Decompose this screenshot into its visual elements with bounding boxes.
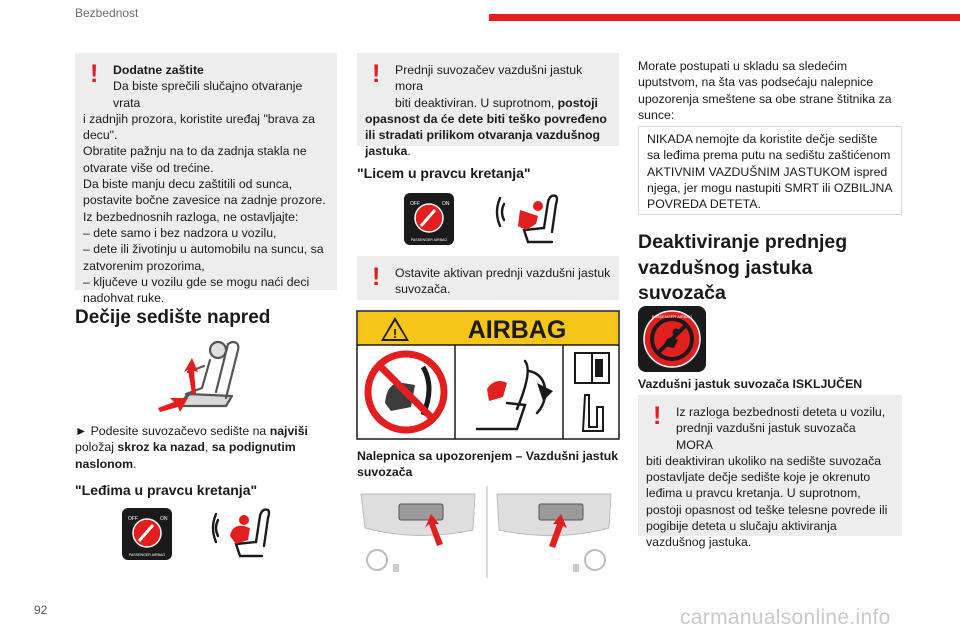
- indicator-label: PASSENGER AIRBAG: [651, 314, 693, 319]
- note-line: – dete samo i bez nadzora u vozilu,: [83, 225, 277, 240]
- forward-facing-seat-illustration: [498, 190, 562, 248]
- warning-exclamation-icon: !: [90, 60, 99, 88]
- note-additional-protection: [75, 53, 337, 306]
- subheading-forward-facing: "Licem u pravcu kretanja": [357, 165, 531, 181]
- warning-box-never-use: NIKADA nemojte da koristite dečje sedište sa leđima prema putu na sedištu zaštićenom AKTIVNIM VAZDUŠNIM JASTUKOM ispred njega, jer mogu nastupiti SMRT ili OZBILJNA POVREDA DETETA.: [638, 126, 902, 215]
- subheading-rear-facing: "Leđima u pravcu kretanja": [75, 482, 258, 498]
- airbag-warning-label: [357, 311, 619, 439]
- airbag-switch-icon: [122, 508, 172, 560]
- caption-airbag-off: Vazdušni jastuk suvozača ISKLJUČEN: [638, 377, 863, 391]
- switch-off-label: OFF: [128, 516, 138, 522]
- caption-warning-label: Nalepnica sa upozorenjem – Vazdušni jastuk suvozača: [357, 449, 619, 479]
- note-line: – dete ili životinju u automobilu na suncu, sa: [83, 242, 324, 257]
- svg-text:!: !: [392, 326, 398, 341]
- sun-visor-illustration: [357, 486, 619, 578]
- note-line: zatvorenim prozorima,: [83, 258, 205, 273]
- switch-on-label: ON: [442, 201, 450, 207]
- note-line: decu".: [83, 128, 118, 143]
- note-line: nadohvat ruke.: [83, 291, 165, 306]
- note-deactivate-airbag: ! Prednji suvozačev vazdušni jastuk mora biti deaktiviran. U suprotnom, postoji opasnost da će dete biti teško povređeno ili stradati prilikom otvaranja vazdušnog jastuka.: [357, 53, 619, 146]
- section-title: Bezbednost: [75, 6, 139, 20]
- header-accent-bar: [489, 14, 960, 21]
- note-line: otvarate više od trećine.: [83, 160, 214, 175]
- note-title: Dodatne zaštite: [113, 63, 204, 77]
- airbag-off-indicator-icon: [638, 306, 706, 372]
- note-line: postavite bočne zavesice na zadnje prozore.: [83, 193, 326, 208]
- note-line: Da biste manju decu zaštitili od sunca,: [83, 177, 293, 192]
- switch-label: PASSENGER AIRBAG: [410, 238, 448, 242]
- note-line: i zadnjih prozora, koristite uređaj "brava za: [83, 111, 315, 126]
- page-number: 92: [34, 603, 48, 617]
- heading-deactivate-airbag: Deaktiviranje prednjeg vazdušnog jastuka suvozača: [638, 231, 848, 304]
- seat-adjust-illustration: [140, 336, 260, 416]
- switch-label: PASSENGER AIRBAG: [128, 553, 166, 557]
- rear-facing-seat-illustration: [212, 506, 272, 562]
- note-keep-airbag-active: ! Ostavite aktivan prednji vazdušni jastuk suvozača.: [357, 256, 619, 300]
- intro-text: Morate postupati u skladu sa sledećim uputstvom, na šta vas podsećaju nalepnice upozorenja smeštene sa obe strane štitnika za sunce:: [638, 59, 892, 122]
- note-line: Iz bezbednosnih razloga, ne ostavljajte:: [83, 209, 299, 224]
- note-line: Obratite pažnju na to da zadnja stakla ne: [83, 144, 307, 159]
- note-child-safety-airbag: ! Iz razloga bezbednosti deteta u vozilu, prednji vazdušni jastuk suvozača MORA biti deaktiviran ukoliko na sedište suvozača postavljate dečje sedište koje je okrenuto leđima u pravcu kretanja. U suprotnom, postoji opasnost od teške telesne povrede ili pogibije deteta u slučaju aktiviranja vazdušnog jastuka.: [638, 395, 902, 536]
- heading-child-seat-front: Dečije sedište napred: [75, 307, 271, 328]
- note-line: – ključeve u vozilu gde se mogu naći deci: [83, 274, 310, 289]
- airbag-label-text: AIRBAG: [467, 316, 567, 344]
- switch-on-label: ON: [160, 516, 168, 522]
- warning-exclamation-icon: !: [372, 263, 381, 291]
- switch-off-label: OFF: [410, 201, 420, 207]
- airbag-switch-icon: [404, 193, 454, 245]
- instruction-seat-position: ► Podesite suvozačevo sedište na najviši položaj skroz ka nazad, sa podignutim naslonom.: [75, 424, 308, 471]
- warning-exclamation-icon: !: [372, 60, 381, 88]
- watermark: carmanualsonline.info: [680, 606, 891, 629]
- warning-exclamation-icon: !: [653, 402, 662, 430]
- note-line: Da biste sprečili slučajno otvaranje vrata: [113, 79, 303, 110]
